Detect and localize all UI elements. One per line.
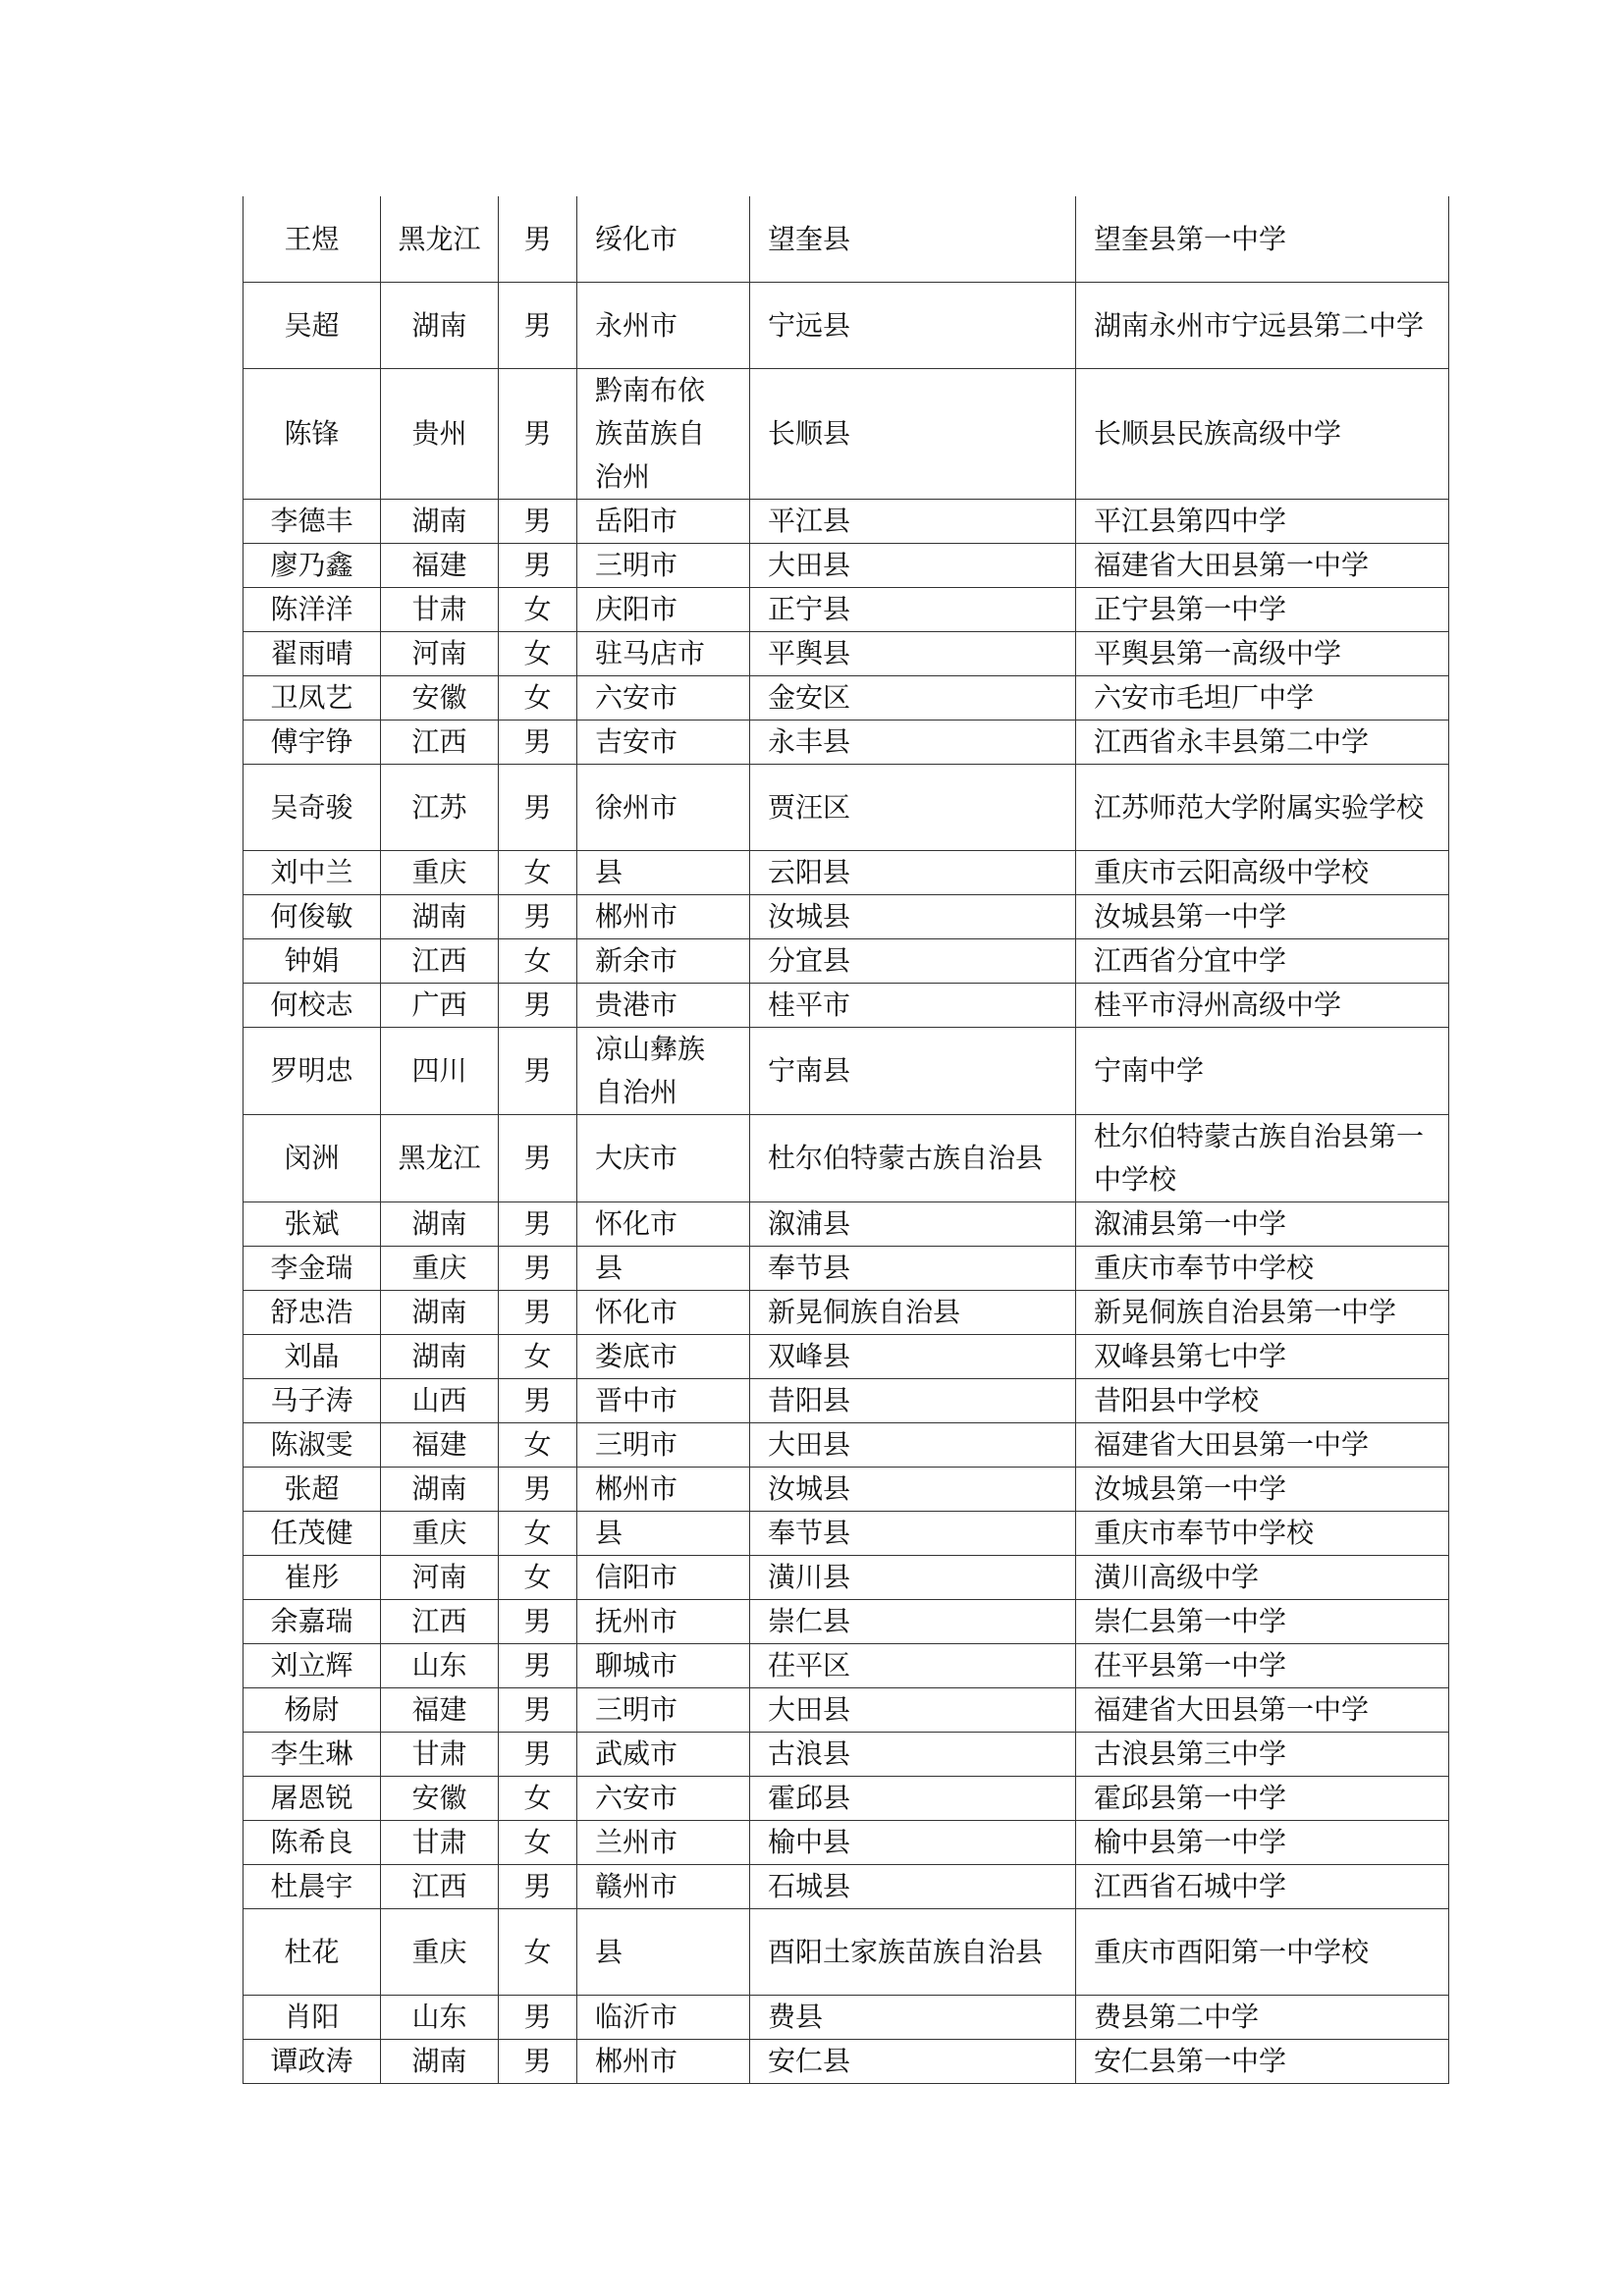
cell-county: 奉节县	[750, 1512, 1076, 1556]
cell-city: 三明市	[577, 1423, 750, 1468]
cell-city: 贵港市	[577, 984, 750, 1028]
cell-province: 重庆	[381, 1909, 499, 1996]
cell-county: 霍邱县	[750, 1777, 1076, 1821]
cell-name: 屠恩锐	[244, 1777, 381, 1821]
cell-city: 聊城市	[577, 1644, 750, 1688]
cell-province: 湖南	[381, 1335, 499, 1379]
table-row	[244, 1379, 1449, 1423]
cell-name: 陈锋	[244, 369, 381, 500]
table-row	[244, 1115, 1449, 1202]
cell-county: 新晃侗族自治县	[750, 1291, 1076, 1335]
cell-gender: 男	[499, 196, 577, 283]
table-row	[244, 939, 1449, 984]
cell-name: 谭政涛	[244, 2040, 381, 2084]
cell-name: 张斌	[244, 1202, 381, 1247]
cell-gender: 女	[499, 939, 577, 984]
cell-school: 重庆市云阳高级中学校	[1076, 851, 1449, 895]
cell-province: 重庆	[381, 851, 499, 895]
cell-name: 翟雨晴	[244, 632, 381, 676]
cell-city: 郴州市	[577, 895, 750, 939]
cell-county: 费县	[750, 1996, 1076, 2040]
cell-gender: 男	[499, 369, 577, 500]
table-row	[244, 1909, 1449, 1996]
cell-name: 罗明忠	[244, 1028, 381, 1115]
cell-name: 张超	[244, 1468, 381, 1512]
cell-province: 重庆	[381, 1247, 499, 1291]
cell-city: 郴州市	[577, 2040, 750, 2084]
cell-gender: 女	[499, 1335, 577, 1379]
cell-school: 六安市毛坦厂中学	[1076, 676, 1449, 721]
cell-school: 长顺县民族高级中学	[1076, 369, 1449, 500]
table-row	[244, 984, 1449, 1028]
cell-county: 金安区	[750, 676, 1076, 721]
cell-county: 昔阳县	[750, 1379, 1076, 1423]
cell-school: 溆浦县第一中学	[1076, 1202, 1449, 1247]
cell-city: 娄底市	[577, 1335, 750, 1379]
cell-school: 新晃侗族自治县第一中学	[1076, 1291, 1449, 1335]
cell-name: 陈希良	[244, 1821, 381, 1865]
table-row	[244, 1688, 1449, 1733]
table-row	[244, 1202, 1449, 1247]
cell-province: 黑龙江	[381, 1115, 499, 1202]
table-row	[244, 2040, 1449, 2084]
cell-province: 江西	[381, 721, 499, 765]
table-row	[244, 1821, 1449, 1865]
cell-name: 马子涛	[244, 1379, 381, 1423]
cell-city: 郴州市	[577, 1468, 750, 1512]
cell-city: 徐州市	[577, 765, 750, 851]
cell-gender: 女	[499, 632, 577, 676]
cell-county: 宁南县	[750, 1028, 1076, 1115]
cell-city: 赣州市	[577, 1865, 750, 1909]
cell-county: 望奎县	[750, 196, 1076, 283]
cell-gender: 男	[499, 283, 577, 369]
cell-name: 崔彤	[244, 1556, 381, 1600]
cell-gender: 男	[499, 1202, 577, 1247]
cell-gender: 男	[499, 895, 577, 939]
cell-county: 奉节县	[750, 1247, 1076, 1291]
cell-city: 六安市	[577, 1777, 750, 1821]
cell-school: 潢川高级中学	[1076, 1556, 1449, 1600]
cell-name: 闵洲	[244, 1115, 381, 1202]
cell-name: 杜晨宇	[244, 1865, 381, 1909]
cell-gender: 女	[499, 1556, 577, 1600]
cell-city: 六安市	[577, 676, 750, 721]
table-row	[244, 1600, 1449, 1644]
cell-school: 平江县第四中学	[1076, 500, 1449, 544]
cell-county: 贾汪区	[750, 765, 1076, 851]
table-row	[244, 1423, 1449, 1468]
table-row	[244, 588, 1449, 632]
cell-province: 甘肃	[381, 588, 499, 632]
cell-school: 崇仁县第一中学	[1076, 1600, 1449, 1644]
cell-county: 永丰县	[750, 721, 1076, 765]
cell-province: 江西	[381, 1865, 499, 1909]
cell-school: 霍邱县第一中学	[1076, 1777, 1449, 1821]
cell-school: 福建省大田县第一中学	[1076, 1688, 1449, 1733]
cell-name: 何校志	[244, 984, 381, 1028]
cell-county: 溆浦县	[750, 1202, 1076, 1247]
cell-gender: 男	[499, 1291, 577, 1335]
cell-gender: 男	[499, 1379, 577, 1423]
cell-name: 舒忠浩	[244, 1291, 381, 1335]
cell-province: 湖南	[381, 500, 499, 544]
cell-school: 杜尔伯特蒙古族自治县第一中学校	[1076, 1115, 1449, 1202]
cell-name: 刘立辉	[244, 1644, 381, 1688]
cell-county: 平江县	[750, 500, 1076, 544]
cell-county: 长顺县	[750, 369, 1076, 500]
table-row	[244, 544, 1449, 588]
cell-county: 桂平市	[750, 984, 1076, 1028]
table-row	[244, 1468, 1449, 1512]
table-row	[244, 1644, 1449, 1688]
cell-province: 湖南	[381, 1291, 499, 1335]
cell-school: 重庆市奉节中学校	[1076, 1247, 1449, 1291]
cell-gender: 男	[499, 1028, 577, 1115]
cell-city: 兰州市	[577, 1821, 750, 1865]
cell-city: 吉安市	[577, 721, 750, 765]
cell-gender: 女	[499, 676, 577, 721]
cell-gender: 男	[499, 1247, 577, 1291]
cell-gender: 男	[499, 1733, 577, 1777]
table-body	[244, 196, 1449, 2084]
cell-county: 平舆县	[750, 632, 1076, 676]
table-row	[244, 1291, 1449, 1335]
cell-school: 桂平市浔州高级中学	[1076, 984, 1449, 1028]
cell-county: 正宁县	[750, 588, 1076, 632]
cell-city: 县	[577, 1512, 750, 1556]
table-row	[244, 1028, 1449, 1115]
cell-name: 刘晶	[244, 1335, 381, 1379]
cell-province: 河南	[381, 1556, 499, 1600]
cell-gender: 男	[499, 544, 577, 588]
cell-school: 汝城县第一中学	[1076, 1468, 1449, 1512]
cell-province: 湖南	[381, 1202, 499, 1247]
cell-province: 山东	[381, 1644, 499, 1688]
cell-province: 安徽	[381, 676, 499, 721]
cell-province: 福建	[381, 1688, 499, 1733]
cell-gender: 女	[499, 1777, 577, 1821]
cell-city: 怀化市	[577, 1202, 750, 1247]
table-row	[244, 1733, 1449, 1777]
cell-province: 甘肃	[381, 1821, 499, 1865]
cell-name: 吴超	[244, 283, 381, 369]
cell-city: 县	[577, 1909, 750, 1996]
cell-gender: 男	[499, 1865, 577, 1909]
cell-name: 吴奇骏	[244, 765, 381, 851]
cell-name: 余嘉瑞	[244, 1600, 381, 1644]
cell-name: 杨尉	[244, 1688, 381, 1733]
cell-city: 三明市	[577, 1688, 750, 1733]
cell-city: 县	[577, 1247, 750, 1291]
cell-county: 汝城县	[750, 895, 1076, 939]
cell-city: 绥化市	[577, 196, 750, 283]
cell-name: 李德丰	[244, 500, 381, 544]
cell-name: 陈淑雯	[244, 1423, 381, 1468]
cell-city: 临沂市	[577, 1996, 750, 2040]
cell-province: 湖南	[381, 283, 499, 369]
cell-city: 岳阳市	[577, 500, 750, 544]
table-row	[244, 765, 1449, 851]
cell-school: 重庆市奉节中学校	[1076, 1512, 1449, 1556]
cell-county: 汝城县	[750, 1468, 1076, 1512]
cell-school: 茌平县第一中学	[1076, 1644, 1449, 1688]
cell-province: 四川	[381, 1028, 499, 1115]
cell-county: 石城县	[750, 1865, 1076, 1909]
table-row	[244, 676, 1449, 721]
cell-county: 宁远县	[750, 283, 1076, 369]
cell-school: 费县第二中学	[1076, 1996, 1449, 2040]
cell-gender: 女	[499, 1909, 577, 1996]
cell-gender: 男	[499, 1468, 577, 1512]
cell-county: 大田县	[750, 544, 1076, 588]
cell-province: 福建	[381, 1423, 499, 1468]
cell-county: 云阳县	[750, 851, 1076, 895]
cell-province: 河南	[381, 632, 499, 676]
table-row	[244, 500, 1449, 544]
cell-school: 江西省分宜中学	[1076, 939, 1449, 984]
cell-gender: 男	[499, 1688, 577, 1733]
cell-province: 江苏	[381, 765, 499, 851]
cell-gender: 女	[499, 851, 577, 895]
cell-gender: 女	[499, 1821, 577, 1865]
cell-province: 山东	[381, 1996, 499, 2040]
cell-name: 李生琳	[244, 1733, 381, 1777]
cell-school: 宁南中学	[1076, 1028, 1449, 1115]
cell-gender: 男	[499, 1600, 577, 1644]
table-row	[244, 1335, 1449, 1379]
cell-city: 大庆市	[577, 1115, 750, 1202]
table-row	[244, 1556, 1449, 1600]
cell-school: 重庆市酉阳第一中学校	[1076, 1909, 1449, 1996]
cell-city: 驻马店市	[577, 632, 750, 676]
cell-county: 崇仁县	[750, 1600, 1076, 1644]
table-row	[244, 196, 1449, 283]
cell-gender: 女	[499, 588, 577, 632]
cell-county: 大田县	[750, 1423, 1076, 1468]
cell-name: 任茂健	[244, 1512, 381, 1556]
cell-name: 傅宇铮	[244, 721, 381, 765]
cell-school: 江苏师范大学附属实验学校	[1076, 765, 1449, 851]
cell-city: 新余市	[577, 939, 750, 984]
cell-school: 福建省大田县第一中学	[1076, 1423, 1449, 1468]
cell-province: 湖南	[381, 2040, 499, 2084]
cell-name: 刘中兰	[244, 851, 381, 895]
cell-province: 山西	[381, 1379, 499, 1423]
cell-province: 江西	[381, 939, 499, 984]
cell-county: 酉阳土家族苗族自治县	[750, 1909, 1076, 1996]
cell-county: 榆中县	[750, 1821, 1076, 1865]
cell-gender: 女	[499, 1512, 577, 1556]
cell-gender: 女	[499, 1423, 577, 1468]
cell-school: 双峰县第七中学	[1076, 1335, 1449, 1379]
cell-city: 凉山彝族自治州	[577, 1028, 750, 1115]
cell-province: 黑龙江	[381, 196, 499, 283]
cell-gender: 男	[499, 500, 577, 544]
table-row	[244, 283, 1449, 369]
cell-county: 安仁县	[750, 2040, 1076, 2084]
cell-school: 昔阳县中学校	[1076, 1379, 1449, 1423]
cell-city: 抚州市	[577, 1600, 750, 1644]
cell-county: 茌平区	[750, 1644, 1076, 1688]
cell-school: 望奎县第一中学	[1076, 196, 1449, 283]
cell-gender: 男	[499, 2040, 577, 2084]
cell-province: 安徽	[381, 1777, 499, 1821]
cell-province: 湖南	[381, 895, 499, 939]
cell-province: 福建	[381, 544, 499, 588]
cell-city: 县	[577, 851, 750, 895]
table-row	[244, 1777, 1449, 1821]
cell-city: 晋中市	[577, 1379, 750, 1423]
cell-gender: 男	[499, 765, 577, 851]
cell-school: 江西省石城中学	[1076, 1865, 1449, 1909]
table-row	[244, 1512, 1449, 1556]
cell-school: 福建省大田县第一中学	[1076, 544, 1449, 588]
cell-province: 湖南	[381, 1468, 499, 1512]
cell-name: 廖乃鑫	[244, 544, 381, 588]
cell-school: 正宁县第一中学	[1076, 588, 1449, 632]
cell-city: 黔南布依族苗族自治州	[577, 369, 750, 500]
cell-name: 钟娟	[244, 939, 381, 984]
cell-city: 庆阳市	[577, 588, 750, 632]
cell-school: 安仁县第一中学	[1076, 2040, 1449, 2084]
table-row	[244, 1865, 1449, 1909]
cell-school: 古浪县第三中学	[1076, 1733, 1449, 1777]
cell-name: 陈洋洋	[244, 588, 381, 632]
cell-school: 平舆县第一高级中学	[1076, 632, 1449, 676]
cell-county: 杜尔伯特蒙古族自治县	[750, 1115, 1076, 1202]
cell-city: 永州市	[577, 283, 750, 369]
cell-school: 汝城县第一中学	[1076, 895, 1449, 939]
cell-county: 分宜县	[750, 939, 1076, 984]
cell-gender: 男	[499, 1644, 577, 1688]
cell-name: 王煜	[244, 196, 381, 283]
cell-name: 李金瑞	[244, 1247, 381, 1291]
cell-name: 杜花	[244, 1909, 381, 1996]
cell-province: 贵州	[381, 369, 499, 500]
cell-city: 武威市	[577, 1733, 750, 1777]
table-row	[244, 1996, 1449, 2040]
cell-city: 信阳市	[577, 1556, 750, 1600]
cell-school: 湖南永州市宁远县第二中学	[1076, 283, 1449, 369]
cell-province: 甘肃	[381, 1733, 499, 1777]
cell-gender: 男	[499, 721, 577, 765]
cell-name: 卫凤艺	[244, 676, 381, 721]
cell-school: 江西省永丰县第二中学	[1076, 721, 1449, 765]
table-row	[244, 721, 1449, 765]
cell-province: 广西	[381, 984, 499, 1028]
table-row	[244, 369, 1449, 500]
cell-province: 重庆	[381, 1512, 499, 1556]
cell-county: 大田县	[750, 1688, 1076, 1733]
cell-gender: 男	[499, 984, 577, 1028]
cell-city: 三明市	[577, 544, 750, 588]
table-row	[244, 851, 1449, 895]
cell-county: 双峰县	[750, 1335, 1076, 1379]
table-row	[244, 1247, 1449, 1291]
cell-province: 江西	[381, 1600, 499, 1644]
cell-name: 肖阳	[244, 1996, 381, 2040]
cell-gender: 男	[499, 1996, 577, 2040]
table-row	[244, 632, 1449, 676]
table-row	[244, 895, 1449, 939]
cell-county: 古浪县	[750, 1733, 1076, 1777]
cell-city: 怀化市	[577, 1291, 750, 1335]
cell-gender: 男	[499, 1115, 577, 1202]
cell-county: 潢川县	[750, 1556, 1076, 1600]
student-table	[243, 196, 1449, 2084]
cell-school: 榆中县第一中学	[1076, 1821, 1449, 1865]
cell-name: 何俊敏	[244, 895, 381, 939]
